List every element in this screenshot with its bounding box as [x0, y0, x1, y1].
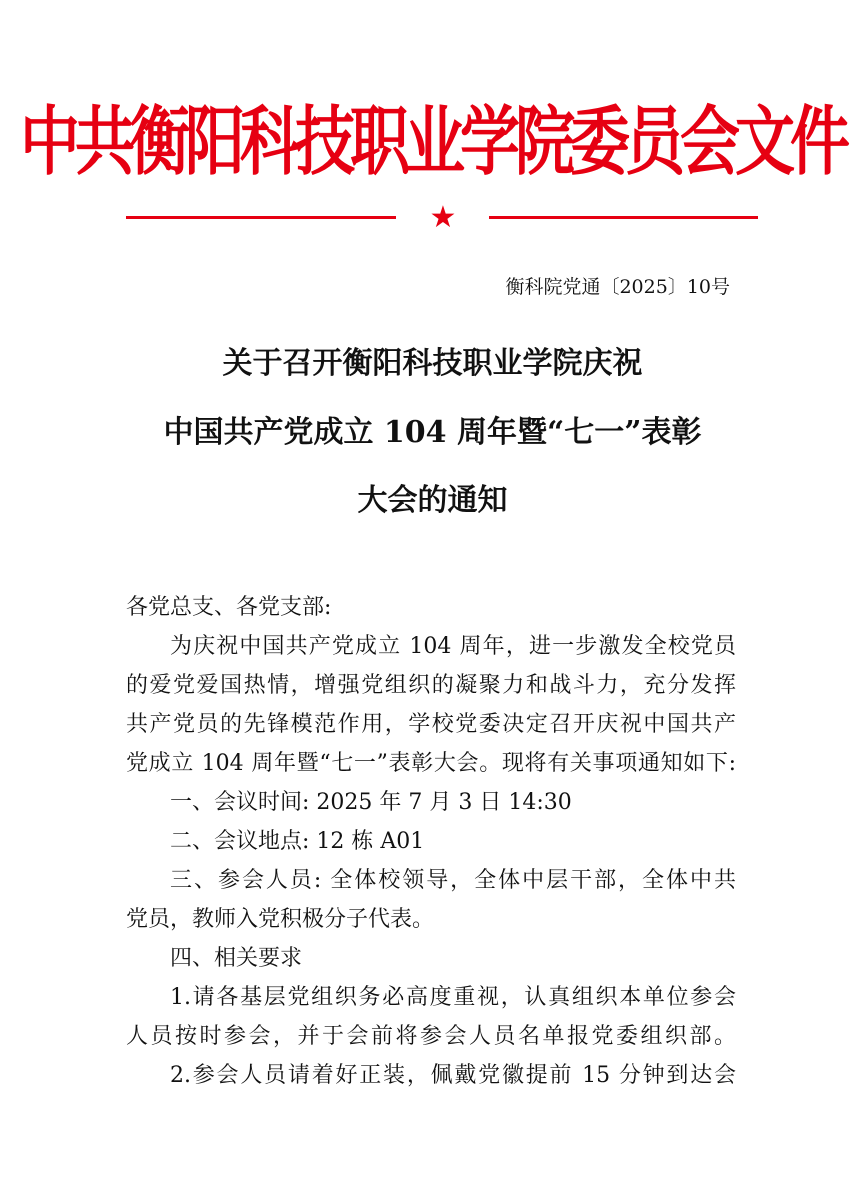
paragraph-1-line-2: 的爱党爱国热情，增强党组织的凝聚力和战斗力，充分发挥 [126, 673, 736, 698]
masthead-divider [126, 200, 758, 236]
item-meeting-location: 二、会议地点: 12 栋 A01 [170, 829, 425, 854]
notice-title-line-2: 中国共产党成立 104 周年暨“七一”表彰 [163, 415, 702, 450]
paragraph-1-line-1: 为庆祝中国共产党成立 104 周年，进一步激发全校党员 [170, 634, 736, 659]
paragraph-1-line-4: 党成立 104 周年暨“七一”表彰大会。现将有关事项通知如下: [126, 751, 736, 776]
document-masthead: 中共衡阳科技职业学院委员会文件 [20, 98, 845, 187]
item-attendees-line-2: 党员，教师入党积极分子代表。 [126, 907, 435, 932]
requirement-1-line-1: 1.请各基层党组织务必高度重视，认真组织本单位参会 [170, 985, 736, 1010]
document-number: 衡科院党通〔2025〕10号 [505, 276, 730, 298]
salutation: 各党总支、各党支部: [126, 595, 332, 620]
notice-body [126, 588, 736, 1095]
star-icon: ★ [429, 200, 457, 235]
item-requirements-heading: 四、相关要求 [170, 946, 303, 971]
divider-line-left [126, 216, 396, 219]
requirement-2-line-1: 2.参会人员请着好正装，佩戴党徽提前 15 分钟到达会 [170, 1063, 736, 1088]
divider-line-right [489, 216, 758, 219]
item-meeting-time: 一、会议时间: 2025 年 7 月 3 日 14:30 [170, 790, 572, 815]
paragraph-1-line-3: 共产党员的先锋模范作用，学校党委决定召开庆祝中国共产 [126, 712, 736, 737]
notice-title-line-3: 大会的通知 [357, 483, 508, 518]
requirement-1-line-2: 人员按时参会，并于会前将参会人员名单报党委组织部。 [126, 1024, 736, 1049]
notice-title-line-1: 关于召开衡阳科技职业学院庆祝 [222, 346, 643, 381]
item-attendees-line-1: 三、参会人员: 全体校领导，全体中层干部，全体中共 [170, 868, 736, 893]
